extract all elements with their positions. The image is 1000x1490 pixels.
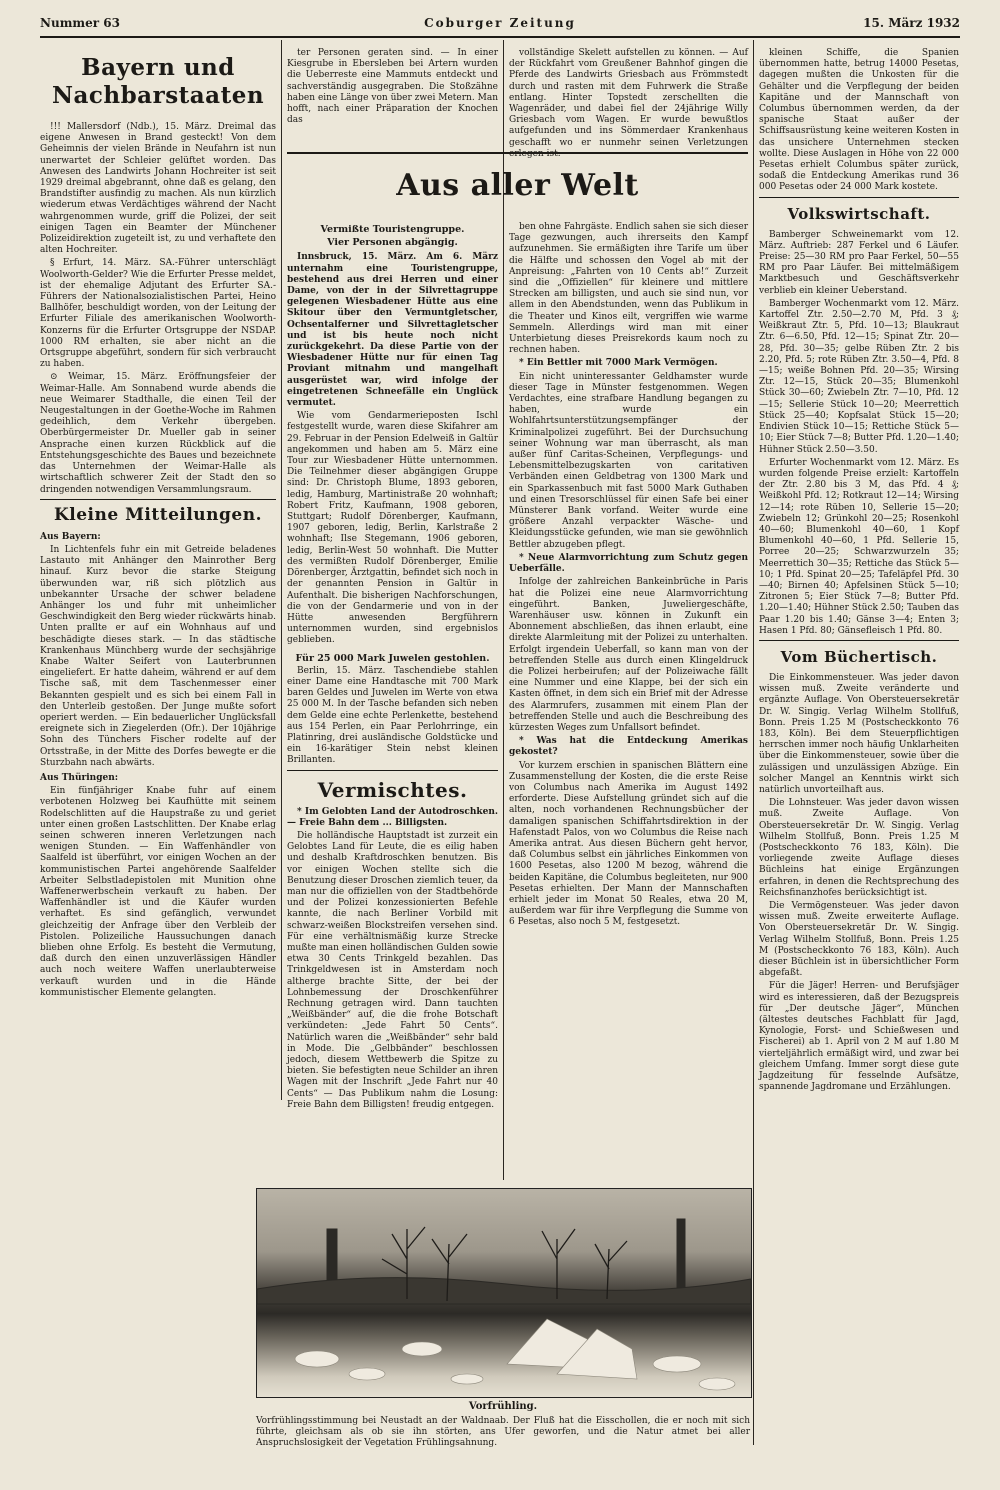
article-innsbruck-body: Wie vom Gendarmerieposten Ischl festgestellt wurde, waren diese Skifahrer am 29. Februar in der Pension Edelweiß in Galtür angekommen und haben am 5. März eine Tour zur Wiesbadener Hütte unternommen. Die Teilnehmer dieser abgängigen Gruppe sind: Dr. Christoph Blume, 1893 geboren, ledig, Hamburg, Martinistraße 20 wohnhaft; Robert Fritz, Kaufmann, 1908 geboren, Stuttgart; Rudolf Dörenberger, Kaufmann, 1907 geboren, ledig, Berlin, Karlstraße 2 wohnhaft; Ilse Stegemann, 1906 geboren, ledig, Berlin-West 50 wohnhaft. Die Mutter des vermißten Rudolf Dörenberger, Emilie Dörenberger, Ärztgattin, befindet sich noch in der genannten Pension in Galtür in Aufenthalt. Die bisherigen Nachforschungen, die von der Gendarmerie und von in der Hütte anwesenden Bergführern unternommen wurden, sind ergebnislos geblieben. [287,411,498,646]
column-rule [503,40,504,1180]
photo-vorfruehling [256,1188,752,1398]
headline-volkswirtschaft: Volkswirtschaft. [787,204,931,223]
article-jaeger: Für die Jäger! Herren- und Berufsjäger wird es interessieren, daß der Bezugspreis für „Der deutsche Jäger“, München (ältestes deutsches Fachblatt für Jagd, Kynologie, Forst- und Schießwesen und Fischerei) ab 1. April von 2 M auf 1.80 M vierteljährlich ermäßigt wird, und zwar bei gleichem Umfang. Immer sorgt diese gute Jagdzeitung für fesselnde Aufsätze, spannende Jagdromane und Erzählungen. [759,981,959,1093]
headline-kleine-mitteilungen: Kleine Mitteilungen. [53,504,262,525]
column-3-top [509,48,748,159]
column-rule [281,40,282,1100]
column-3-main [509,222,748,1182]
column-bayern [40,48,276,1468]
photo-caption: Vorfrühlingsstimmung bei Neustadt an der Waldnaab. Der Fluß hat die Eisschollen, die er noch mit sich führte, gleichsam als ob sie ihn störten, ans Ufer geworfen, und die Natur atmet bei aller Anspruchslosigkeit der Vegetation Frühlingsahnung. [256,1416,750,1448]
article-schweinemarkt: Bamberger Schweinemarkt vom 12. März. Auftrieb: 287 Ferkel und 6 Läufer. Preise: 25—30 RM pro Paar Ferkel, 50—55 RM pro Paar Läufer. Bei mittelmäßigem Marktbesuch und Geschäftsverkehr verblieb ein kleiner Ueberstand. [759,229,959,296]
headline-buechertisch: Vom Büchertisch. [780,647,938,666]
article-mammut-cont: ter Personen geraten sind. — In einer Kiesgrube in Ebersleben bei Artern wurden die Ueberreste eine Mammuts entdeckt und sachverständig ausgegraben. Die Stoßzähne haben eine Länge von über zwei Metern. Man hofft, nach einer Präparation der Knochen das [287,48,498,126]
photo-title: Vorfrühling. [468,1401,538,1412]
article-alarmvorrichtung: Infolge der zahlreichen Bankeinbrüche in Paris hat die Polizei eine neue Alarmvorrichtung eingeführt. Banken, Juweliergeschäfte, Warenhäuser usw. können in Zukunft ein Abonnement abschließen, das ihnen erlaubt, eine direkte Alarmleitung mit der Polizei zu unterhalten. Erfolgt irgendein Ueberfall, so kann man von der betreffenden Stelle aus durch einen Klingeldruck die Polizei herbeirufen; auf der Polizeiwache fällt eine Nummer und eine Klappe, bei der sich ein Kasten öffnet, in dem sich ein Brief mit der Adresse des Alarmrufers, zusammen mit einem Plan der betreffenden Stelle und auch die Beschreibung des kürzesten Weges zum Unfallsort befindet. [509,577,748,733]
article-vermoegensteuer: Die Vermögensteuer. Was jeder davon wissen muß. Zweite erweiterte Auflage. Von Obersteuersekretär Dr. W. Singig. Verlag Wilhelm Stollfuß, Bonn. Preis 1.25 M (Postscheckkonto 76 183, Köln). Auch dieser Büchlein ist in übersichtlicher Form abgefaßt. [759,901,959,979]
subhead-aus-thueringen: Aus Thüringen: [40,772,119,783]
article-erfurt: § Erfurt, 14. März. SA.-Führer unterschlägt Woolworth-Gelder? Wie die Erfurter Presse meldet, ist der ehemalige Adjutant des Erfurter SA.-Führers der Nationalsozialistischen Partei, Heino Ballhöfer, beschuldigt worden, von der Leitung der Erfurter Filiale des amerikanischen Woolworth-Konzerns für die Erfurter Ortsgruppe der NSDAP. 1000 RM erhalten, sie aber nicht an die Ortsgruppe abgeführt, sondern für sich verbraucht zu haben. [40,258,276,370]
landscape-illustration [257,1189,751,1397]
headline-aus-aller-welt: Aus aller Welt [396,168,639,203]
subhead-bettler: * Ein Bettler mit 7000 Mark Vermögen. [519,358,718,369]
column-2-top [287,48,498,148]
headline-bayern: Bayern und Nachbarstaaten [51,54,265,109]
column-aus-aller-welt [287,222,498,1182]
article-weimar: ⊙ Weimar, 15. März. Eröffnungsfeier der Weimar-Halle. Am Sonnabend wurde abends die neue Weimarer Stadthalle, die einen Teil der Neugestaltungen in der Goethe-Woche im Rahmen gedeihlich, dem Verkehr übergeben. Oberbürgermeister Dr. Mueller gab in seiner Ansprache einen kurzen Rückblick auf die Entstehungsgeschichte des Baues und bezeichnete das Unternehmen der Weimar-Halle als wirtschaftlich schwerer Zeit der Stadt den so dringenden notwendigen Versammlungsraum. [40,372,276,495]
subhead-alarmvorrichtung: * Neue Alarmvorrichtung zum Schutz gegen Ueberfälle. [509,552,748,575]
article-einkommensteuer: Die Einkommensteuer. Was jeder davon wissen muß. Zweite veränderte und ergänzte Auflage. Von Obersteuersekretär Dr. W. Singig. Verlag Wilhelm Stollfuß, Bonn. Preis 1.25 M (Postscheckkonto 76 183, Köln). Bei dem Steuerpflichtigen herrschen immer noch häufig Unklarheiten über die Einkommensteuer, sowie über die zulässigen und unzulässigen Abzüge. Ein solcher Mangel an Kenntnis wirkt sich natürlich unvorteilhaft aus. [759,672,959,795]
article-amerika-cont: kleinen Schiffe, die Spanien übernommen hatte, betrug 14000 Pesetas, dagegen mußten die Unkosten für die Gehälter und die Verpflegung der beiden Kapitäne und der Mannschaft von Columbus übernommen werden, da der spanische Staat außer der Schiffsausrüstung keine weiteren Kosten in das unsichere Unternehmen stecken wollte. Diese Auslagen in Höhe von 22 000 Pesetas erhielt Columbus später zurück, sodaß die Entdeckung Amerikas rund 36 000 Pesetas oder 24 000 Mark kostete. [759,48,959,193]
subhead-juwelen: Für 25 000 Mark Juwelen gestohlen. [295,652,490,664]
subhead-amerika: * Was hat die Entdeckung Amerikas gekostet? [509,736,748,758]
masthead [40,14,960,38]
article-thueringen-notes: Ein fünfjähriger Knabe fuhr auf einem verbotenen Holzweg bei Kaufhütte mit seinem Rodelschlitten auf die Haupstraße zu und geriet unter einen großen Lastschlitten. Der Knabe erlag seinen schweren inneren Verletzungen nach wenigen Stunden. — Ein Waffenhändler von Saalfeld ist überführt, vor einigen Wochen an der kommunistischen Partei angehörende Saalfelder Arbeiter Selbstladepistolen mit Munition ohne Waffenerwerbschein verkauft zu haben. Der Waffenhändler ist und die Käufer wurden verhaftet. Es sind gefänglich, verwundet gleichzeitig der Anfrage über den Verbleib der Pistolen. Polizeiliche Haussuchungen danach blieben ohne Erfolg. Es besteht die Vermutung, daß durch den einen unzuverlässigen Händler auch noch weitere Waffen unerlaubterweise verkauft wurden und in die Hände kommunistischer Elemente gelangten. [40,786,276,998]
article-berlin-juwelen: Berlin, 15. März. Taschendiebe stahlen einer Dame eine Handtasche mit 700 Mark baren Geldes und Juwelen im Werte von etwa 25 000 M. In der Tasche befanden sich neben dem Gelde eine echte Perlenkette, bestehend aus 154 Perlen, ein Paar Perlohrringe, ein Platinring, drei ausländische Goldstücke und ein 16-karätiger Stein nebst kleinen Brillanten. [287,665,498,766]
article-griesbach-cont: vollständige Skelett aufstellen zu können. — Auf der Rückfahrt vom Greußener Bahnhof gingen die Pferde des Landwirts Griesbach aus Frömmstedt durch und rasten mit dem Fuhrwerk die Straße entlang. Hinter Topstedt zerschellten die Wagenräder, und dabei fiel der 24jährige Willy Griesbach vom Wagen. Er wurde bewußtlos aufgefunden und ins Sömmerdaer Krankenhaus geschafft wo er nunmehr seinen Verletzungen erlegen ist. [509,48,748,159]
issue-number: Nummer 63 [40,16,120,30]
article-bettler: Ein nicht uninteressanter Geldhamster wurde dieser Tage in Münster festgenommen. Wegen Verdachtes, eine strafbare Handlung begangen zu haben, wurde ein Wohlfahrtsunterstützungsempfänger der Kriminalpolizei zugeführt. Bei der Durchsuchung seiner Wohnung war man überrascht, als man außer fünf Caritas-Scheinen, Verpflegungs- und Lebensmittelbezugskarten von caritativen Verbänden einen Geldbetrag von 1300 Mark und ein Sparkassenbuch mit fast 5000 Mark Guthaben und einen Tresorschlüssel für einen Safe bei einer Münsterer Bank vorfand. Weiter wurde eine größere Anzahl verpackter Wäsche- und Kleidungsstücke gefunden, wie man sie gewöhnlich Bettler abzugeben pflegt. [509,371,748,550]
column-4 [759,48,959,1468]
subhead-aus-bayern: Aus Bayern: [40,531,101,542]
column-rule [753,40,754,1445]
article-erfurter-wochenmarkt: Erfurter Wochenmarkt vom 12. März. Es wurden folgende Preise erzielt: Kartoffeln der Ztr. 2.80 bis 3 M, das Pfd. 4 ₰; Weißkohl Pfd. 12; Rotkraut 12—14; Wirsing 12—14; rote Rüben 10, Sellerie 15—20; Zwiebeln 12; Grünkohl 20—25; Rosenkohl 40—60; Blumenkohl 40—60, 1 Kopf Blumenkohl 40—60, 1 Pfd. Sellerie 15, Porree 20—25; Schwarzwurzeln 35; Meerrettich 30—35; Rettiche das Stück 5—10; 1 Pfd. Spinat 20—25; Tafeläpfel Pfd. 30—40; Birnen 40; Apfelsinen Stück 5—10; Zitronen 5; Eier Stück 7—8; Butter Pfd. 1.20—1.40; Hühner Stück 2.50; Tauben das Paar 1.20 bis 1.40; Gänse 3—4; Enten 3; Hasen 1 Pfd. 80; Gänsefleisch 1 Pfd. 80. [759,457,959,636]
article-autodroschken-cont: ben ohne Fahrgäste. Endlich sahen sie sich dieser Tage gezwungen, auch ihrerseits den Kampf aufzunehmen. Sie ermäßigten ihre Tarife um über die Hälfte und schossen den Vogel ab mit der Anpreisung: „Fahrten von 10 Cents ab!“ Zurzeit sind die „Offiziellen“ für kleinere und mittlere Strecken am billigsten, und auch sie sind nun, vor allem in den Abendstunden, wenn das Publikum in die Theater und Kinos eilt, vergriffen wie warme Semmeln. Allerdings wird man mit einer Unterbietung dieses Preisrekords kaum noch zu rechnen haben. [509,222,748,356]
article-innsbruck-lead: Innsbruck, 15. März. Am 6. März unternahm eine Touristengruppe, bestehend aus drei Herren und einer Dame, von der in der Silvrettagruppe gelegenen Wiesbadener Hütte aus eine Skitour über den Vermuntgletscher, Ochsentalferner und Silvrettagletscher und ist bis heute noch nicht zurückgekehrt. Da diese Partie von der Wiesbadener Hütte nur für einen Tag Proviant mitnahm und mangelhaft ausgerüstet war, wird infolge der eingetretenen Schneefälle ein Unglück vermutet. [287,252,498,409]
subhead-autodroschken: * Im Gelobten Land der Autodroschken. — Freie Bahn dem ... Billigsten. [287,806,498,828]
article-autodroschken: Die holländische Hauptstadt ist zurzeit ein Gelobtes Land für Leute, die es eilig haben und deshalb Kraftdroschken benutzen. Bis vor einigen Wochen stellte sich die Benutzung dieser Droschen ziemlich teuer, da man nur die offiziellen von der Stadtbehörde und der Polizei konzessionierten Befehle kannte, die nach Berliner Vorbild mit schwarz-weißen Blockstreifen versehen sind. Für eine verhältnismäßig kurze Strecke mußte man einen holländischen Gulden sowie etwa 30 Cents Trinkgeld bezahlen. Das Trinkgeldwesen ist in Amsterdam noch altherge brachte Sitte, der bei der Lohnbemessung der Droschkenführer Rechnung getragen wird. Dann tauchten „Weißbänder“ auf, die die frohe Botschaft verkündeten: „Jede Fahrt 50 Cents“. Natürlich waren die „Weißbänder“ sehr bald in Mode. Die „Gelbbänder“ beschlossen jedoch, diesem Wettbewerb die Spitze zu bieten. Sie befestigten neue Schilder an ihren Wagen mit der Inschrift „Jede Fahrt nur 40 Cents“ — Das Publikum nahm die Losung: Freie Bahn dem Billigsten! freudig entgegen. [287,830,498,1110]
headline-vermischtes: Vermischtes. [317,777,468,802]
article-lohnsteuer: Die Lohnsteuer. Was jeder davon wissen muß. Zweite Auflage. Von Obersteuersekretär Dr. W. Singig. Verlag Wilhelm Stollfuß, Bonn. Preis 1.25 M (Postscheckkonto 76 183, Köln). Die vorliegende zweite Auflage dieses Büchleins hat einige Ergänzungen erfahren, in denen die Rechtsprechung des Reichsfinanzhofes berücksichtigt ist. [759,798,959,898]
article-bamberger-wochenmarkt: Bamberger Wochenmarkt vom 12. März. Kartoffel Ztr. 2.50—2.70 M, Pfd. 3 ₰; Weißkraut Ztr. 5, Pfd. 10—13; Blaukraut Ztr. 6—6.50, Pfd. 12—15; Spinat Ztr. 20—28, Pfd. 30—35; gelbe Rüben Ztr. 2 bis 2.20, Pfd. 5; rote Rüben Ztr. 3.50—4, Pfd. 8—15; weiße Bohnen Pfd. 20—35; Wirsing Ztr. 12—15, Stück 20—35; Blumenkohl Stück 30—60; Zwiebeln Ztr. 7—10, Pfd. 12—15; Sellerie Stück 10—20; Meerrettich Stück 25—40; Kopfsalat Stück 15—20; Endivien Stück 10—15; Rettiche Stück 5—10; Eier Stück 7—8; Butter Pfd. 1.20—1.40; Hühner Stück 2.50—3.50. [759,298,959,455]
newspaper-title: Coburger Zeitung [424,16,576,30]
article-mallersdorf: !!! Mallersdorf (Ndb.), 15. März. Dreimal das eigene Anwesen in Brand gesteckt! Von dem Geheimnis der vielen Brände in Neufahrn ist nun unerwartet der Schleier gelüftet worden. Das Anwesen des Landwirts Johann Hochreiter ist seit 1929 dreimal abgebrannt, ohne daß es gelang, den Brandstifter ausfindig zu machen. Als nun kürzlich wiederum etwas Verdächtiges während der Nacht wahrgenommen wurde, griff die Polizei, der seit einigen Tagen ein Beamter der Münchener Polizeidirektion zugeteilt ist, zu und verhaftete den alten Hochreiter. [40,122,276,256]
article-bayern-notes: In Lichtenfels fuhr ein mit Getreide beladenes Lastauto mit Anhänger den Mainrother Berg hinauf. Kurz bevor die starke Steigung überwunden war, riß sich plötzlich aus unbekannter Ursache der schwer beladene Anhänger los und fuhr mit unheimlicher Geschwindigkeit den Berg wieder rückwärts hinab. Unten prallte er auf ein Wohnhaus auf und beschädigte dieses stark. — In das städtische Krankenhaus Münchberg wurde der sechsjährige Knabe Walter Seifert von Lauterbrunnen eingeliefert. Er hatte daheim, während er auf dem Tische saß, mit dem Taschenmesser einer Bekannten gespielt und es sich bei einem Fall in den Unterleib gestoßen. Der Junge mußte sofort operiert werden. — Ein bedauerlicher Unglücksfall ereignete sich in Ziegelerden (Ofr.). Der 10jährige Sohn des Tünchers Fischer rodelte auf der Ortsstraße, in der Mitte des Dorfes bewegte er die Sturzbahn nach abwärts. [40,544,276,768]
subhead-touristengruppe: Vermißte Touristengruppe. [320,224,465,235]
article-amerika: Vor kurzem erschien in spanischen Blättern eine Zusammenstellung der Kosten, die die erste Reise von Columbus nach Amerika im August 1492 erforderte. Diese Aufstellung gründet sich auf die alten, noch vorhandenen Rechnungsbücher der damaligen spanischen Schiffahrtsdirektion in der Hafenstadt Palos, von wo Columbus die Reise nach Amerika antrat. Aus diesen Büchern geht hervor, daß Columbus selbst ein jährliches Einkommen von 1600 Pesetas, also 1200 M bezog, während die beiden Kapitäne, die Columbus begleiteten, nur 900 Pesetas erhielten. Der Mann der Mannschaften erhielt jeder im Monat 50 Reales, etwa 20 M, außerdem war für ihre Verpflegung die Summe von 6 Pesetas, also noch 5 M, festgesetzt. [509,760,748,928]
issue-date: 15. März 1932 [863,16,960,30]
subhead-vier-personen: Vier Personen abgängig. [327,237,458,249]
